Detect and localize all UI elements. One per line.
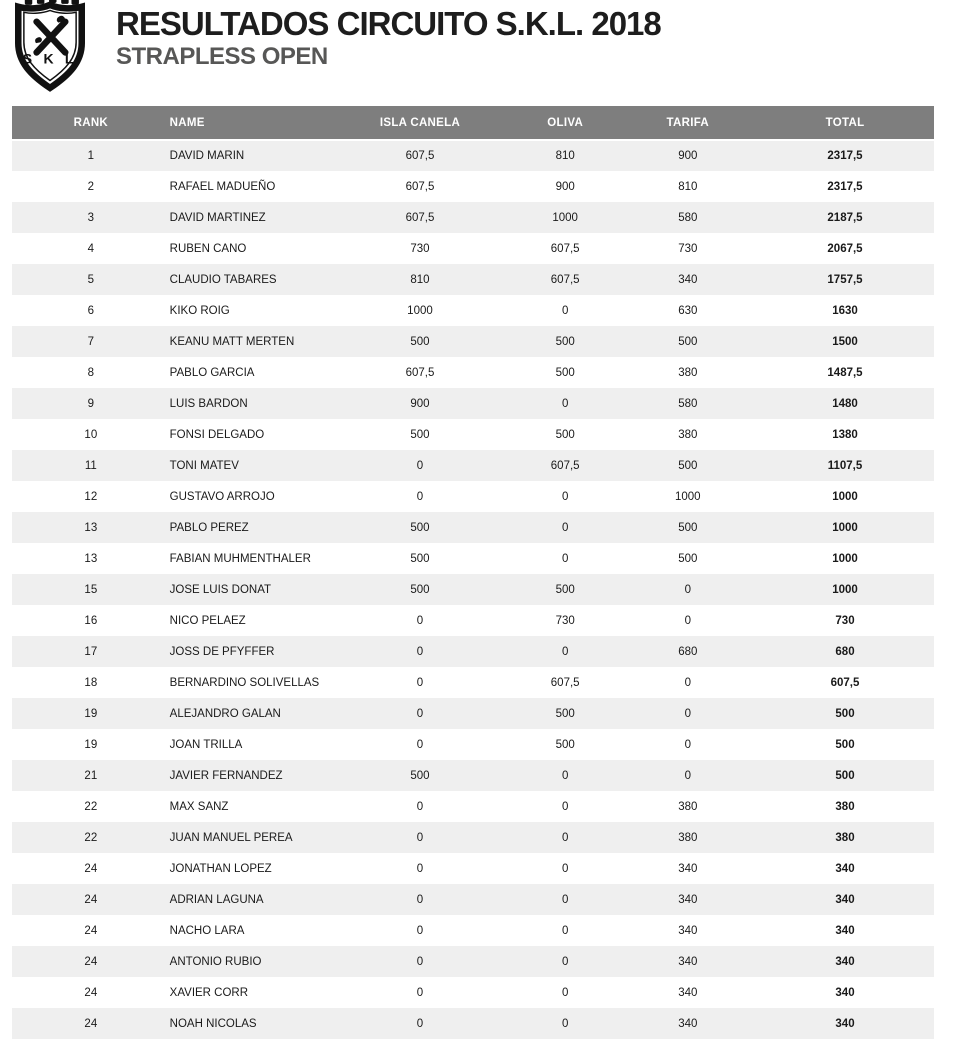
cell-name: RUBEN CANO <box>169 242 247 255</box>
cell-name: PABLO PEREZ <box>169 521 249 534</box>
cell-tarifa: 340 <box>678 955 698 968</box>
cell-oliva: 607,5 <box>550 459 580 472</box>
cell-oliva: 0 <box>561 769 569 782</box>
table-row <box>12 946 934 977</box>
cell-name: PABLO GARCIA <box>169 366 255 379</box>
cell-oliva: 0 <box>561 800 569 813</box>
cell-total: 2187,5 <box>827 211 863 224</box>
cell-isla-canela: 0 <box>416 614 424 627</box>
results-header-row <box>12 106 934 140</box>
cell-tarifa: 810 <box>678 180 698 193</box>
cell-rank: 2 <box>87 180 95 193</box>
cell-rank: 13 <box>84 521 98 534</box>
table-row <box>12 202 934 233</box>
cell-name: JAVIER FERNANDEZ <box>169 769 283 782</box>
cell-isla-canela: 0 <box>416 955 424 968</box>
table-row <box>12 481 934 512</box>
cell-oliva: 500 <box>555 428 575 441</box>
cell-total: 340 <box>835 986 855 999</box>
cell-total: 340 <box>835 955 855 968</box>
cell-total: 380 <box>835 800 855 813</box>
shield-crossed-surfboards-icon <box>8 0 92 95</box>
cell-isla-canela: 0 <box>416 459 424 472</box>
cell-rank: 24 <box>84 986 98 999</box>
cell-oliva: 0 <box>561 490 569 503</box>
cell-total: 1000 <box>832 521 858 534</box>
cell-name: DAVID MARIN <box>169 150 245 162</box>
cell-rank: 17 <box>84 645 98 658</box>
cell-rank: 24 <box>84 955 98 968</box>
cell-total: 380 <box>835 831 855 844</box>
table-row <box>12 450 934 481</box>
cell-oliva: 0 <box>561 1017 569 1030</box>
column-header-tarifa: TARIFA <box>620 106 756 140</box>
cell-oliva: 0 <box>561 955 569 968</box>
cell-rank: 18 <box>84 676 98 689</box>
cell-tarifa: 500 <box>678 552 698 565</box>
table-row <box>12 295 934 326</box>
cell-oliva: 0 <box>561 397 569 410</box>
cell-rank: 22 <box>84 831 98 844</box>
table-row <box>12 853 934 884</box>
results-table-body <box>12 140 934 1039</box>
cell-name: CLAUDIO TABARES <box>169 273 277 286</box>
cell-oliva: 0 <box>561 862 569 875</box>
cell-name: JOAN TRILLA <box>169 738 243 751</box>
cell-isla-canela: 0 <box>416 986 424 999</box>
table-row <box>12 760 934 791</box>
cell-rank: 8 <box>87 366 95 379</box>
cell-rank: 11 <box>84 459 97 472</box>
cell-rank: 24 <box>84 1017 98 1030</box>
cell-oliva: 0 <box>561 924 569 937</box>
cell-rank: 4 <box>87 242 95 255</box>
cell-isla-canela: 0 <box>416 490 424 503</box>
cell-oliva: 0 <box>561 986 569 999</box>
cell-rank: 13 <box>84 552 98 565</box>
cell-isla-canela: 0 <box>416 893 424 906</box>
skl-logo <box>8 0 92 95</box>
cell-oliva: 0 <box>561 304 569 317</box>
cell-rank: 3 <box>87 211 95 224</box>
table-row <box>12 543 934 574</box>
cell-isla-canela: 0 <box>416 1017 424 1030</box>
cell-name: JONATHAN LOPEZ <box>169 862 272 875</box>
cell-total: 1000 <box>832 552 858 565</box>
cell-oliva: 607,5 <box>550 273 580 286</box>
cell-oliva: 607,5 <box>550 676 580 689</box>
cell-tarifa: 900 <box>678 150 698 162</box>
logo-text: S K L <box>22 50 78 67</box>
results-table <box>12 106 934 1039</box>
cell-total: 2067,5 <box>827 242 863 255</box>
cell-rank: 7 <box>87 335 95 348</box>
table-row <box>12 140 934 171</box>
cell-rank: 6 <box>87 304 95 317</box>
cell-isla-canela: 0 <box>416 800 424 813</box>
cell-tarifa: 730 <box>678 242 698 255</box>
cell-tarifa: 630 <box>678 304 698 317</box>
cell-name: RAFAEL MADUEÑO <box>169 180 276 193</box>
cell-isla-canela: 0 <box>416 862 424 875</box>
page-header <box>0 0 962 106</box>
table-row <box>12 822 934 853</box>
cell-isla-canela: 0 <box>416 831 424 844</box>
cell-tarifa: 0 <box>684 614 691 627</box>
cell-total: 340 <box>835 862 855 875</box>
cell-oliva: 730 <box>555 614 575 627</box>
page-title: RESULTADOS CIRCUITO S.K.L. 2018 <box>116 5 661 42</box>
cell-tarifa: 680 <box>678 645 698 658</box>
table-row <box>12 977 934 1008</box>
cell-oliva: 0 <box>561 645 569 658</box>
table-row <box>12 884 934 915</box>
cell-name: TONI MATEV <box>169 459 239 472</box>
cell-total: 500 <box>835 769 855 782</box>
cell-oliva: 810 <box>555 150 575 162</box>
cell-tarifa: 380 <box>678 428 698 441</box>
cell-isla-canela: 0 <box>416 676 424 689</box>
cell-tarifa: 580 <box>678 397 698 410</box>
table-row <box>12 357 934 388</box>
cell-rank: 24 <box>84 862 98 875</box>
column-header-isla-canela: ISLA CANELA <box>329 106 511 140</box>
cell-oliva: 0 <box>561 552 569 565</box>
cell-total: 607,5 <box>830 676 860 689</box>
cell-rank: 16 <box>84 614 98 627</box>
cell-total: 1107,5 <box>827 459 863 472</box>
table-row <box>12 698 934 729</box>
cell-oliva: 607,5 <box>550 242 580 255</box>
cell-oliva: 1000 <box>552 211 578 224</box>
cell-name: JOSE LUIS DONAT <box>169 583 272 596</box>
cell-total: 340 <box>835 893 855 906</box>
cell-name: NACHO LARA <box>169 924 245 937</box>
cell-name: ANTONIO RUBIO <box>169 955 262 968</box>
cell-isla-canela: 500 <box>410 769 430 782</box>
cell-tarifa: 500 <box>678 459 698 472</box>
cell-total: 1487,5 <box>827 366 863 379</box>
cell-name: NICO PELAEZ <box>169 614 246 627</box>
cell-isla-canela: 0 <box>416 645 424 658</box>
cell-tarifa: 0 <box>684 707 691 720</box>
cell-oliva: 500 <box>555 366 575 379</box>
cell-total: 1757,5 <box>827 273 863 286</box>
cell-isla-canela: 810 <box>410 273 430 286</box>
table-row <box>12 915 934 946</box>
cell-rank: 9 <box>87 397 95 410</box>
cell-oliva: 0 <box>561 831 569 844</box>
cell-name: FONSI DELGADO <box>169 428 265 441</box>
cell-name: ALEJANDRO GALAN <box>169 707 281 720</box>
table-row <box>12 636 934 667</box>
table-row <box>12 264 934 295</box>
cell-total: 1480 <box>832 397 858 410</box>
cell-isla-canela: 900 <box>410 397 430 410</box>
cell-tarifa: 500 <box>678 521 698 534</box>
cell-rank: 5 <box>87 273 95 286</box>
cell-rank: 24 <box>84 924 98 937</box>
cell-oliva: 900 <box>555 180 575 193</box>
cell-isla-canela: 1000 <box>407 304 433 317</box>
table-row <box>12 233 934 264</box>
cell-isla-canela: 607,5 <box>405 180 435 193</box>
cell-oliva: 500 <box>555 335 575 348</box>
cell-tarifa: 1000 <box>674 490 701 503</box>
cell-total: 2317,5 <box>827 180 863 193</box>
cell-total: 1000 <box>832 583 858 596</box>
cell-rank: 10 <box>84 428 98 441</box>
cell-isla-canela: 607,5 <box>405 211 435 224</box>
cell-total: 730 <box>835 614 855 627</box>
cell-isla-canela: 500 <box>410 583 430 596</box>
cell-total: 1630 <box>832 304 858 317</box>
cell-name: NOAH NICOLAS <box>169 1017 257 1030</box>
cell-rank: 1 <box>87 150 95 162</box>
cell-name: KIKO ROIG <box>169 304 230 317</box>
cell-rank: 12 <box>84 490 98 503</box>
table-row <box>12 791 934 822</box>
cell-total: 2317,5 <box>827 150 863 162</box>
cell-total: 1500 <box>832 335 858 348</box>
cell-tarifa: 500 <box>678 335 698 348</box>
column-header-total: TOTAL <box>756 106 934 140</box>
column-header-name: NAME <box>170 106 330 140</box>
cell-name: LUIS BARDON <box>169 397 248 410</box>
cell-total: 1000 <box>832 490 858 503</box>
cell-name: FABIAN MUHMENTHALER <box>169 552 311 565</box>
cell-oliva: 500 <box>555 583 575 596</box>
cell-oliva: 500 <box>555 707 575 720</box>
cell-tarifa: 580 <box>678 211 698 224</box>
cell-name: JOSS DE PFYFFER <box>169 645 275 658</box>
cell-total: 680 <box>835 645 855 658</box>
column-header-oliva: OLIVA <box>511 106 620 140</box>
cell-oliva: 0 <box>561 521 569 534</box>
cell-tarifa: 340 <box>678 862 698 875</box>
cell-name: JUAN MANUEL PEREA <box>169 831 293 844</box>
cell-total: 340 <box>835 924 855 937</box>
cell-tarifa: 340 <box>678 893 698 906</box>
cell-rank: 15 <box>84 583 98 596</box>
table-row <box>12 171 934 202</box>
cell-rank: 22 <box>84 800 98 813</box>
title-block <box>116 6 661 70</box>
page-subtitle: STRAPLESS OPEN <box>116 43 328 70</box>
cell-total: 1380 <box>832 428 858 441</box>
cell-name: DAVID MARTINEZ <box>169 211 266 224</box>
cell-isla-canela: 730 <box>410 242 430 255</box>
cell-isla-canela: 607,5 <box>405 150 435 162</box>
cell-isla-canela: 500 <box>410 521 430 534</box>
cell-isla-canela: 0 <box>416 738 424 751</box>
cell-tarifa: 380 <box>678 800 698 813</box>
table-row <box>12 326 934 357</box>
table-row <box>12 388 934 419</box>
cell-tarifa: 0 <box>684 769 691 782</box>
cell-rank: 21 <box>84 769 98 782</box>
table-row <box>12 729 934 760</box>
cell-isla-canela: 500 <box>410 335 430 348</box>
cell-tarifa: 340 <box>678 924 698 937</box>
cell-isla-canela: 0 <box>416 924 424 937</box>
column-header-rank: RANK <box>12 106 170 140</box>
cell-name: BERNARDINO SOLIVELLAS <box>169 676 320 689</box>
cell-isla-canela: 607,5 <box>405 366 435 379</box>
cell-tarifa: 340 <box>678 273 698 286</box>
table-row <box>12 667 934 698</box>
cell-name: GUSTAVO ARROJO <box>169 490 275 503</box>
cell-tarifa: 0 <box>684 738 691 751</box>
cell-oliva: 500 <box>555 738 575 751</box>
cell-total: 500 <box>835 707 855 720</box>
cell-tarifa: 0 <box>684 583 691 596</box>
cell-name: XAVIER CORR <box>169 986 249 999</box>
cell-total: 340 <box>835 1017 855 1030</box>
table-row <box>12 419 934 450</box>
cell-rank: 19 <box>84 738 98 751</box>
cell-oliva: 0 <box>561 893 569 906</box>
cell-isla-canela: 500 <box>410 552 430 565</box>
cell-isla-canela: 500 <box>410 428 430 441</box>
cell-rank: 24 <box>84 893 98 906</box>
table-row <box>12 512 934 543</box>
cell-isla-canela: 0 <box>416 707 424 720</box>
cell-rank: 19 <box>84 707 98 720</box>
cell-name: ADRIAN LAGUNA <box>169 893 264 906</box>
cell-name: MAX SANZ <box>169 800 229 813</box>
table-row <box>12 574 934 605</box>
cell-tarifa: 0 <box>684 676 691 689</box>
cell-tarifa: 380 <box>678 366 698 379</box>
cell-tarifa: 340 <box>678 1017 698 1030</box>
cell-tarifa: 380 <box>678 831 698 844</box>
cell-name: KEANU MATT MERTEN <box>169 335 295 348</box>
table-row <box>12 605 934 636</box>
cell-total: 500 <box>835 738 855 751</box>
cell-tarifa: 340 <box>678 986 698 999</box>
